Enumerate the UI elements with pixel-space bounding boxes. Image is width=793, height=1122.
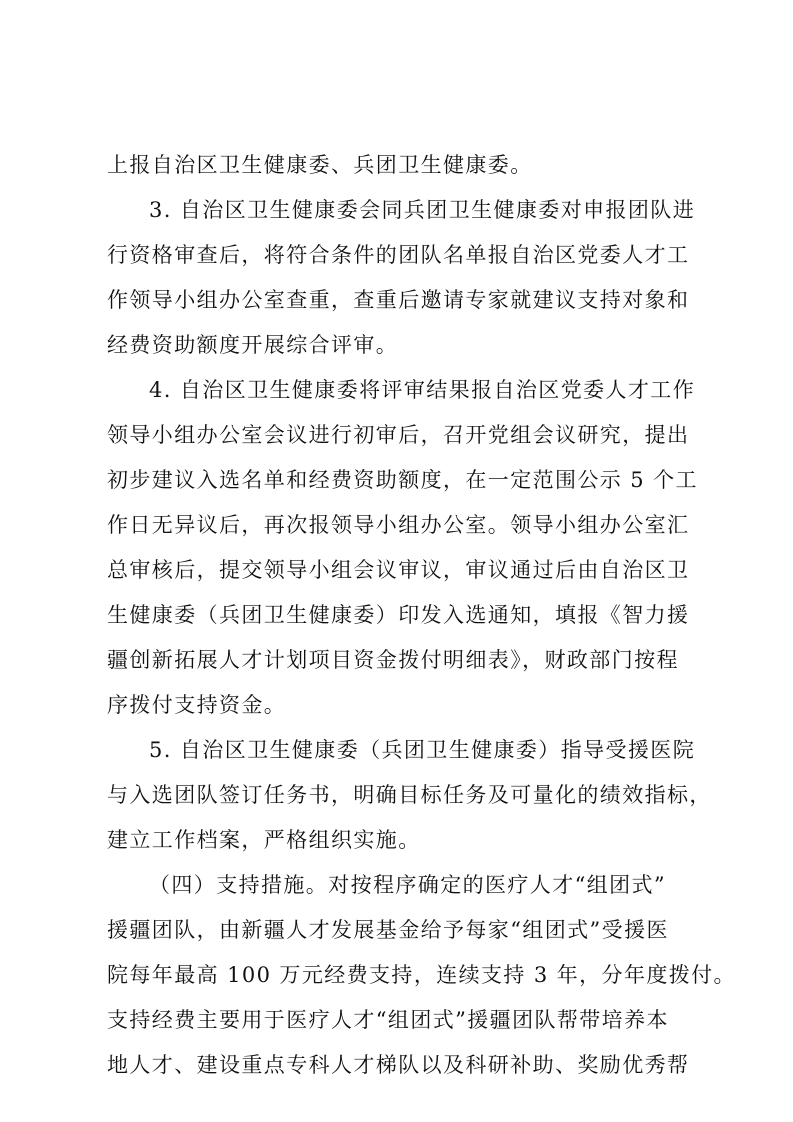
text-line: 行资格审查后，将符合条件的团队名单报自治区党委人才工 (107, 243, 690, 267)
text-line: 经费资助额度开展综合评审。 (107, 333, 399, 357)
text-line: 作领导小组办公室查重，查重后邀请专家就建议支持对象和 (107, 288, 690, 312)
text-line: 初步建议入选名单和经费资助额度，在一定范围公示 5 个工 (107, 468, 698, 492)
text-line: 生健康委（兵团卫生健康委）印发入选通知，填报《智力援 (107, 603, 690, 627)
text-line: 序拨付支持资金。 (107, 693, 287, 717)
paragraph-5-start: 5. 自治区卫生健康委（兵团卫生健康委）指导受援医院 (149, 738, 696, 762)
text-line: 上报自治区卫生健康委、兵团卫生健康委。 (107, 153, 533, 177)
text-line: 建立工作档案，严格组织实施。 (107, 828, 421, 852)
text-line: 支持经费主要用于医疗人才“组团式”援疆团队帮带培养本 (107, 1008, 669, 1032)
section-4-heading: （四）支持措施。对按程序确定的医疗人才“组团式” (149, 873, 667, 897)
text-line: 地人才、建设重点专科人才梯队以及科研补助、奖励优秀帮 (107, 1053, 690, 1077)
text-line: 疆创新拓展人才计划项目资金拨付明细表》，财政部门按程 (107, 648, 679, 672)
text-line: 与入选团队签订任务书，明确目标任务及可量化的绩效指标， (107, 783, 712, 807)
text-line: 作日无异议后，再次报领导小组办公室。领导小组办公室汇 (107, 513, 690, 537)
paragraph-4-start: 4. 自治区卫生健康委将评审结果报自治区党委人才工作 (149, 378, 696, 402)
text-line: 领导小组办公室会议进行初审后，召开党组会议研究，提出 (107, 423, 690, 447)
text-line: 院每年最高 100 万元经费支持，连续支持 3 年，分年度拨付。 (107, 963, 736, 987)
text-line: 总审核后，提交领导小组会议审议，审议通过后由自治区卫 (107, 558, 690, 582)
paragraph-3-start: 3. 自治区卫生健康委会同兵团卫生健康委对申报团队进 (149, 198, 696, 222)
text-line: 援疆团队，由新疆人才发展基金给予每家“组团式”受援医 (107, 918, 669, 942)
